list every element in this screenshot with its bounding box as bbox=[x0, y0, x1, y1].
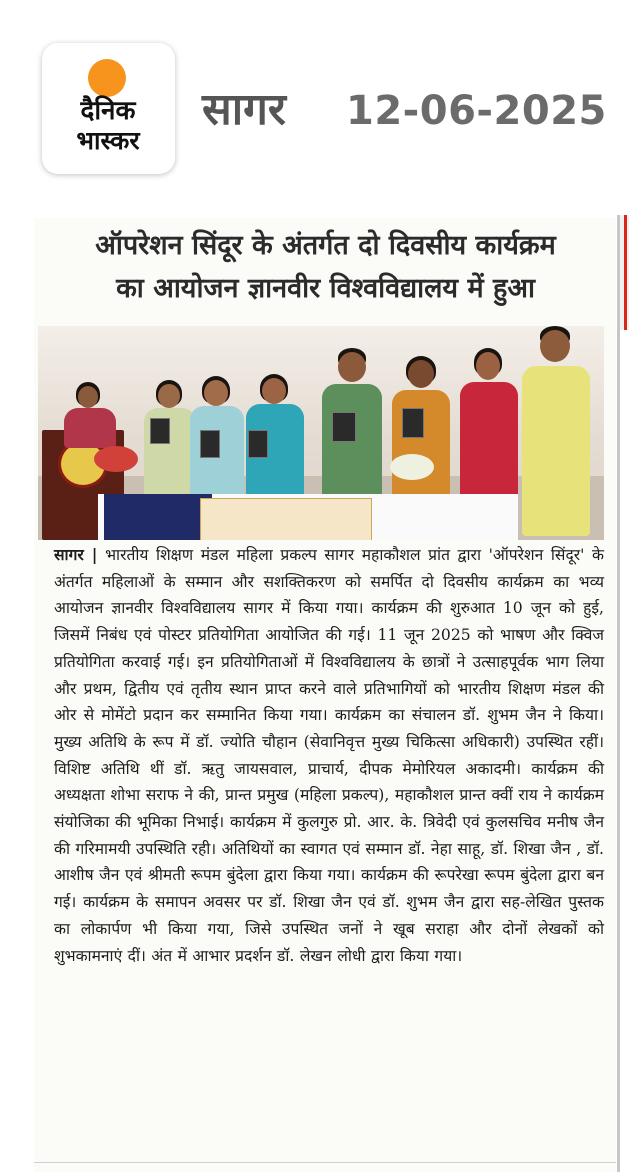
person-7 bbox=[520, 326, 592, 536]
clipping-bottom-edge bbox=[34, 1162, 616, 1163]
sun-icon bbox=[88, 59, 126, 97]
logo-text-line1: दैनिक bbox=[80, 96, 136, 126]
article-body bbox=[54, 542, 604, 969]
flower-bouquet-left bbox=[94, 446, 138, 472]
event-photo bbox=[38, 326, 604, 540]
column-divider bbox=[617, 215, 620, 1172]
event-banner-right bbox=[200, 498, 372, 540]
article-dateline: सागर | bbox=[54, 545, 98, 564]
adjacent-column-edge bbox=[620, 215, 629, 330]
edition-city: सागर bbox=[202, 84, 286, 135]
app-header bbox=[0, 0, 629, 200]
logo-text-line2: भास्कर bbox=[76, 126, 140, 155]
article-paragraph: भारतीय शिक्षण मंडल महिला प्रकल्प सागर महाकौशल प्रांत द्वारा 'ऑपरेशन सिंदूर' के अंतर्गत महिलाओं के सम्मान और सशक्तिकरण को समर्पित दो दिवसीय कार्यक्रम का भव्य आयोजन ज्ञानवीर विश्वविद्यालय सागर में किया गया। कार्यक्रम की शुरुआत 10 जून को हुई, जिसमें निबंध एवं पोस्टर प्रतियोगिता आयोजित की गई। 11 जून 2025 को भाषण और क्विज प्रतियोगिता करवाई गई। इन प्रतियोगिताओं में विश्वविद्यालय के छात्रों ने उत्साहपूर्वक भाग लिया और प्रथम, द्वितीय एवं तृतीय स्थान प्राप्त करने वाले प्रतिभागियों को भारतीय शिक्षण मंडल की ओर से मोमेंटो प्रदान कर सम्मानित किया गया। कार्यक्रम का संचालन डॉ. शुभम जैन ने किया। मुख्य अतिथि के रूप में डॉ. ज्योति चौहान (सेवानिवृत्त मुख्य चिकित्सा अधिकारी) उपस्थित रहीं। विशिष्ट अतिथि थीं डॉ. ऋतु जायसवाल, प्राचार्य, दीपक मेमोरियल अकादमी। कार्यक्रम की अध्यक्षता शोभा सराफ ने की, प्रान्त प्रमुख (महिला प्रकल्प), महाकौशल प्रान्त क्वीं राय ने कार्यक्रम संयोजिका की भूमिका निभाई। कार्यक्रम में कुलगुरु प्रो. आर. के. त्रिवेदी एवं कुलसचिव मनीष जैन की गरिमामयी उपस्थिति रही। अतिथियों का स्वागत एवं सम्मान डॉ. नेहा साहू, डॉ. शिखा जैन , डॉ. आशीष जैन एवं श्रीमती रूपम बुंदेला द्वारा किया गया। कार्यक्रम की रूपरेखा रूपम बुंदेला द्वारा बन गई। कार्यक्रम के समापन अवसर पर डॉ. शिखा जैन एवं डॉ. शुभम जैन द्वारा सह-लेखित पुस्तक का लोकार्पण भी किया गया, जिसे उपस्थित जनों ने खूब सराहा और दोनों लेखकों को शुभकामनाएं दीं। अंत में आभार प्रदर्शन डॉ. लेखन लोधी द्वारा किया गया। bbox=[54, 546, 604, 965]
headline-line-1: ऑपरेशन सिंदूर के अंतर्गत दो दिवसीय कार्यक्रम bbox=[95, 230, 556, 261]
flower-bouquet-right bbox=[390, 454, 434, 480]
headline-line-2: का आयोजन ज्ञानवीर विश्वविद्यालय में हुआ bbox=[116, 273, 535, 304]
edition-date: 12-06-2025 bbox=[346, 88, 607, 134]
article-headline bbox=[38, 224, 613, 310]
event-banner-left bbox=[104, 494, 212, 540]
